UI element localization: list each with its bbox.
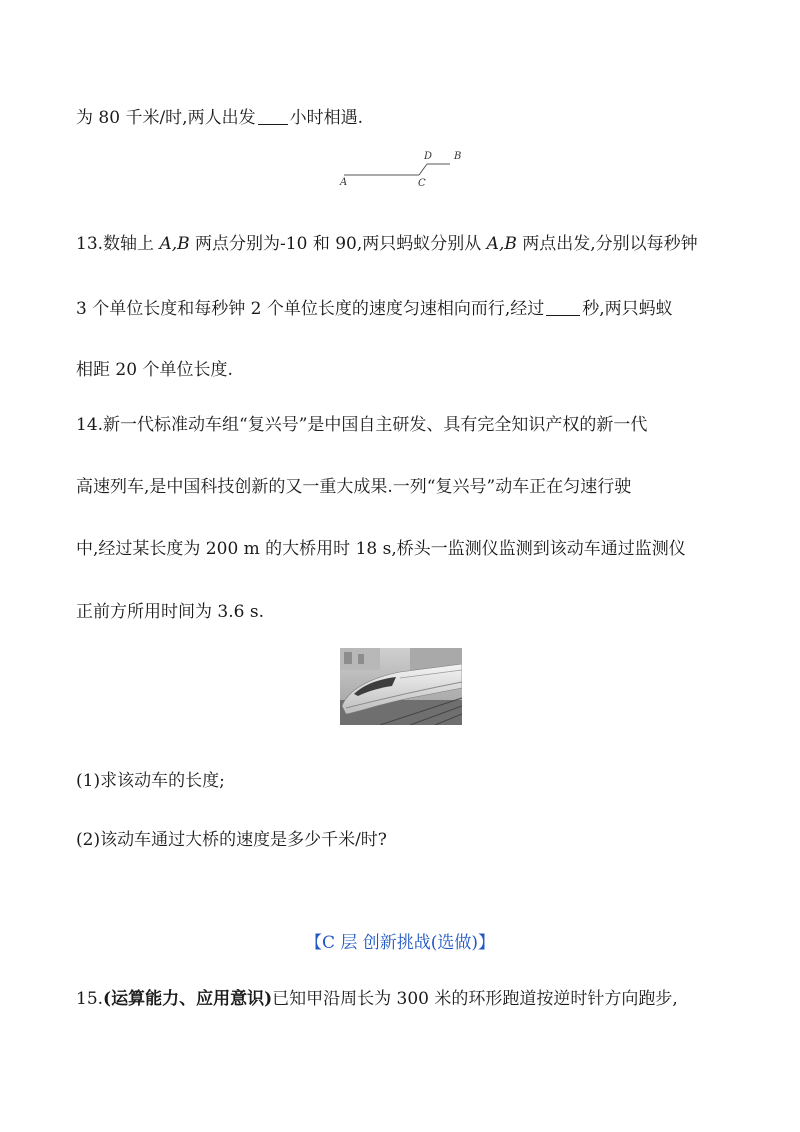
label-a: A — [340, 177, 348, 188]
answer-blank[interactable] — [546, 298, 580, 316]
q15-bold-tag: (运算能力、应用意识) — [103, 989, 273, 1009]
label-c: C — [418, 178, 426, 189]
label-d: D — [424, 151, 433, 162]
segment-cd — [419, 164, 427, 175]
segment-diagram — [330, 145, 470, 191]
q14-line-3: 中,经过某长度为 200 m 的大桥用时 18 s,桥头一监测仪监测到该动车通过监测仪 — [76, 539, 686, 559]
q13-line-1 — [76, 232, 736, 256]
q14-sub-1: (1)求该动车的长度; — [76, 771, 225, 791]
q14-line-1: 14.新一代标准动车组“复兴号”是中国自主研发、具有完全知识产权的新一代 — [76, 415, 648, 435]
q15-number: 15. — [76, 989, 104, 1009]
q13-line-2 — [76, 297, 736, 321]
q12-text-after: 小时相遇. — [289, 108, 363, 128]
q13-l2-after: 秒,两只蚂蚁 — [582, 299, 673, 319]
q14-sub-2: (2)该动车通过大桥的速度是多少千米/时? — [76, 830, 387, 850]
q14-line-4: 正前方所用时间为 3.6 s. — [76, 602, 264, 622]
q13-l1-vars2: A,B — [486, 234, 517, 254]
q15-line-1 — [76, 987, 736, 1011]
label-b: B — [454, 151, 462, 162]
q13-l1-p3: 两点出发,分别以每秒钟 — [516, 234, 698, 254]
q13-l2-before: 3 个单位长度和每秒钟 2 个单位长度的速度匀速相向而行,经过 — [76, 299, 545, 319]
q13-l1-p2: 两点分别为-10 和 90,两只蚂蚁分别从 — [189, 234, 487, 254]
q13-line-3: 相距 20 个单位长度. — [76, 360, 233, 380]
q13-l1-vars: A,B — [159, 234, 190, 254]
q14-line-2: 高速列车,是中国科技创新的又一重大成果.一列“复兴号”动车正在匀速行驶 — [76, 477, 632, 497]
train-photo — [340, 648, 462, 725]
q13-l1-p1: 13.数轴上 — [76, 234, 160, 254]
q12-tail-line — [76, 106, 736, 130]
q15-text: 已知甲沿周长为 300 米的环形跑道按逆时针方向跑步, — [272, 989, 678, 1009]
q12-text-before: 为 80 千米/时,两人出发 — [76, 108, 256, 128]
answer-blank[interactable] — [258, 107, 288, 125]
section-c-title: 【C 层 创新挑战(选做)】 — [304, 933, 496, 953]
